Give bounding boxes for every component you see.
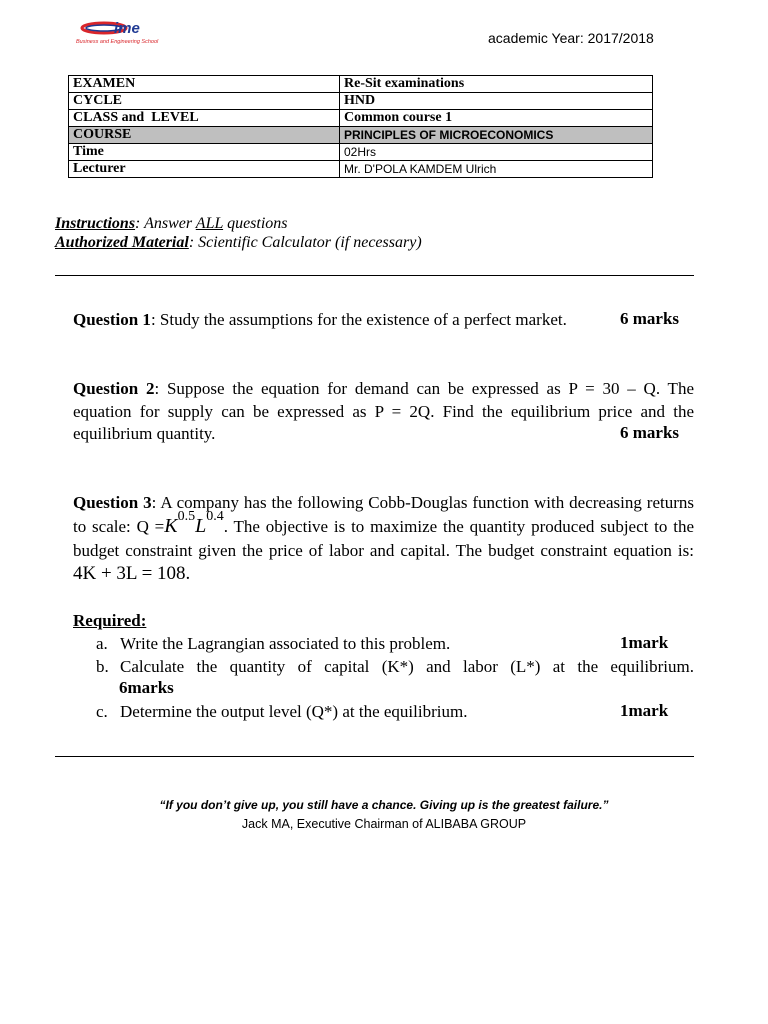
required-title: Required:	[73, 611, 147, 630]
question-2-label: Question 2	[73, 379, 155, 398]
cobb-douglas-l: L	[195, 514, 207, 537]
table-row	[69, 144, 653, 161]
cycle-value: HND	[340, 93, 653, 110]
bottom-divider	[55, 756, 694, 757]
list-item	[96, 633, 696, 656]
cobb-douglas-k: K	[164, 514, 178, 537]
logo-text: ime	[114, 20, 140, 37]
item-a-marks: 1mark	[620, 633, 669, 652]
cobb-douglas-k-exponent: 0.5	[177, 508, 196, 524]
question-1-label: Question 1	[73, 310, 151, 329]
course-value: PRINCIPLES OF MICROECONOMICS	[340, 127, 653, 144]
lecturer-value: Mr. D'POLA KAMDEM Ulrich	[340, 161, 653, 178]
footer-quote: “If you don’t give up, you still have a chance. Giving up is the greatest failure.”	[159, 798, 609, 812]
authorized-material-text: : Scientific Calculator (if necessary)	[188, 234, 422, 251]
table-row	[69, 93, 653, 110]
question-3-text-a: : A company has the following Cobb-Douglas function with decreasing returns to scale: Q =	[73, 493, 694, 536]
budget-constraint-equation: 4K + 3L = 108.	[73, 562, 191, 584]
logo-subtitle: Business and Engineering School	[76, 39, 159, 45]
question-1-text: : Study the assumptions for the existence of a perfect market.	[150, 310, 567, 329]
top-divider	[55, 275, 694, 276]
item-b-marks: 6marks	[119, 678, 174, 697]
table-row	[69, 127, 653, 144]
class-level-label: CLASS and LEVEL	[69, 110, 340, 127]
instructions-text-a: : Answer	[135, 215, 196, 232]
examen-value: Re-Sit examinations	[340, 76, 653, 93]
instructions-label: Instructions	[55, 215, 136, 232]
item-a-text: Write the Lagrangian associated to this problem.	[120, 634, 451, 653]
lecturer-label: Lecturer	[69, 161, 340, 178]
course-label: COURSE	[69, 127, 340, 144]
exam-info-table	[68, 75, 653, 178]
item-a-letter: a.	[96, 634, 108, 653]
question-1	[73, 309, 694, 332]
time-value: 02Hrs	[340, 144, 653, 161]
item-c-marks: 1mark	[620, 701, 669, 720]
authorized-material-label: Authorized Material	[55, 234, 189, 251]
list-item	[96, 656, 696, 679]
ime-logo-icon	[74, 19, 186, 45]
question-3-label: Question 3	[73, 493, 152, 512]
item-c-letter: c.	[96, 702, 108, 721]
academic-year: academic Year: 2017/2018	[488, 30, 654, 46]
question-1-marks: 6 marks	[620, 309, 680, 328]
instructions-all: ALL	[195, 215, 224, 232]
table-row	[69, 161, 653, 178]
question-2	[73, 378, 694, 446]
table-row	[69, 76, 653, 93]
instructions-text-b: questions	[223, 215, 288, 232]
item-b-letter: b.	[96, 657, 109, 676]
question-2-marks: 6 marks	[620, 423, 680, 442]
table-row	[69, 110, 653, 127]
question-2-text: : Suppose the equation for demand can be expressed as P = 30 – Q. The equation for supply can be expressed as P = 2Q. Find the equilibrium price and the equilibrium quantity.	[73, 379, 694, 443]
examen-label: EXAMEN	[69, 76, 340, 93]
footer-quote-author: Jack MA, Executive Chairman of ALIBABA GROUP	[241, 817, 527, 831]
time-label: Time	[69, 144, 340, 161]
item-b-text: Calculate the quantity of capital (K*) and labor (L*) at the equilibrium.	[120, 657, 694, 676]
instructions-line	[55, 215, 288, 233]
authorized-material-line	[55, 234, 422, 252]
cycle-label: CYCLE	[69, 93, 340, 110]
question-3	[73, 492, 694, 585]
cobb-douglas-l-exponent: 0.4	[206, 508, 224, 524]
item-c-text: Determine the output level (Q*) at the equilibrium.	[120, 702, 468, 721]
question-3-text-b: . The objective is to maximize the quantity produced subject to the budget constraint given the price of labor and capital. The budget constraint equation is:	[73, 516, 694, 560]
list-item	[96, 701, 696, 724]
school-logo	[74, 19, 186, 45]
class-level-value: Common course 1	[340, 110, 653, 127]
